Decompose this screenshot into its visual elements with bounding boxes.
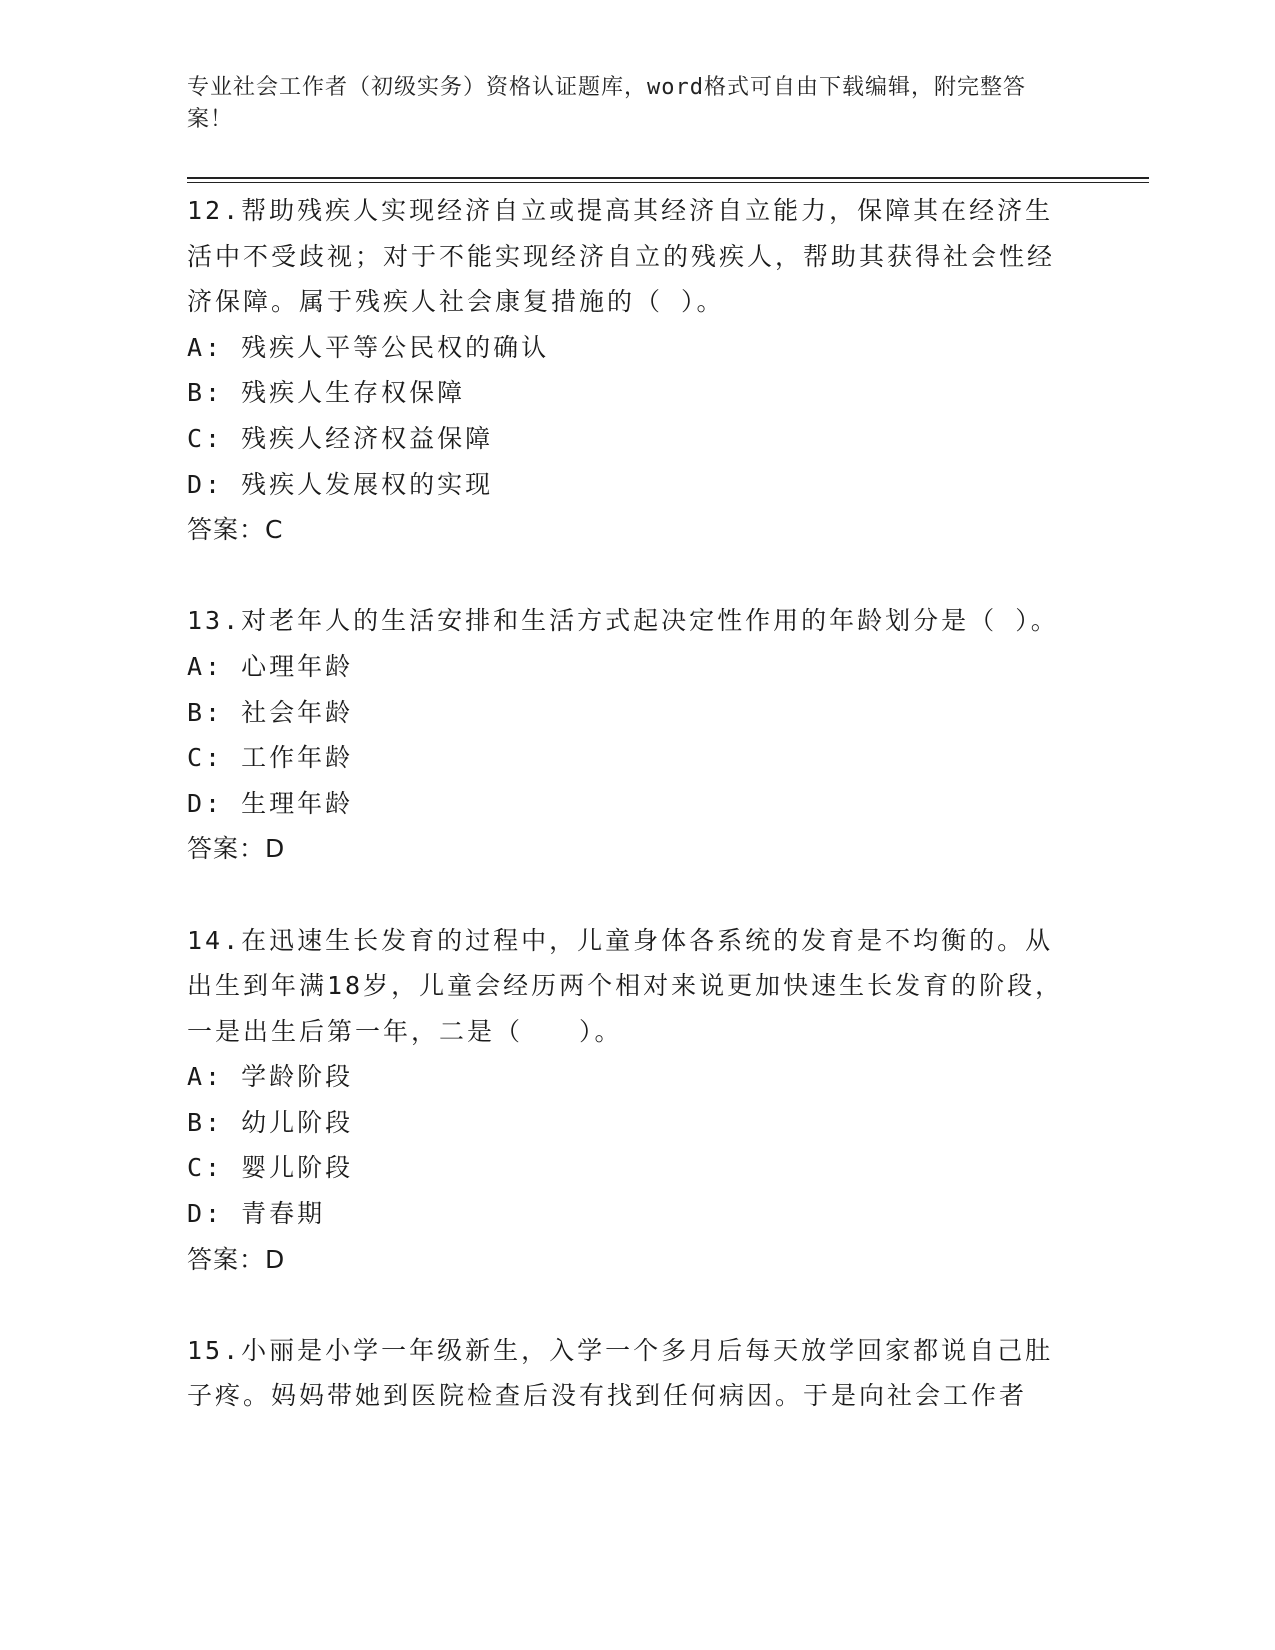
answer-line: 答案：D bbox=[187, 834, 286, 864]
option-d: D: 残疾人发展权的实现 bbox=[187, 469, 494, 499]
option-d: D: 生理年龄 bbox=[187, 788, 354, 818]
option-a: A: 学龄阶段 bbox=[187, 1062, 354, 1092]
question-list bbox=[187, 188, 1077, 1419]
option-c: C: 工作年龄 bbox=[187, 743, 354, 773]
question-13 bbox=[187, 598, 1077, 872]
page-header: 专业社会工作者（初级实务）资格认证题库，word格式可自由下载编辑，附完整答案！ bbox=[187, 75, 1026, 132]
question-stem: 13.对老年人的生活安排和生活方式起决定性作用的年龄划分是（ ）。 bbox=[187, 606, 1059, 636]
question-stem: 14.在迅速生长发育的过程中，儿童身体各系统的发育是不均衡的。从出生到年满18岁，儿童会经历两个相对来说更加快速生长发育的阶段，一是出生后第一年，二是（ ）。 bbox=[187, 925, 1064, 1046]
spacer bbox=[187, 1282, 1077, 1328]
question-12 bbox=[187, 188, 1077, 553]
option-b: B: 社会年龄 bbox=[187, 697, 354, 727]
option-b: B: 残疾人生存权保障 bbox=[187, 378, 466, 408]
option-a: A: 心理年龄 bbox=[187, 651, 354, 681]
answer-line: 答案：D bbox=[187, 1244, 286, 1274]
question-stem: 15.小丽是小学一年级新生，入学一个多月后每天放学回家都说自己肚子疼。妈妈带她到医院检查后没有找到任何病因。于是向社会工作者 bbox=[187, 1335, 1054, 1411]
spacer bbox=[187, 553, 1077, 599]
question-14 bbox=[187, 918, 1077, 1283]
question-stem: 12.帮助残疾人实现经济自立或提高其经济自立能力，保障其在经济生活中不受歧视；对于不能实现经济自立的残疾人，帮助其获得社会性经济保障。属于残疾人社会康复措施的（ ）。 bbox=[187, 196, 1056, 317]
spacer bbox=[187, 872, 1077, 918]
option-d: D: 青春期 bbox=[187, 1199, 326, 1229]
header-divider-thin bbox=[187, 182, 1149, 183]
option-b: B: 幼儿阶段 bbox=[187, 1107, 354, 1137]
option-c: C: 婴儿阶段 bbox=[187, 1153, 354, 1183]
question-15 bbox=[187, 1328, 1077, 1419]
header-divider-thick bbox=[187, 177, 1149, 179]
answer-line: 答案：C bbox=[187, 515, 284, 545]
option-c: C: 残疾人经济权益保障 bbox=[187, 423, 494, 453]
option-a: A: 残疾人平等公民权的确认 bbox=[187, 332, 550, 362]
